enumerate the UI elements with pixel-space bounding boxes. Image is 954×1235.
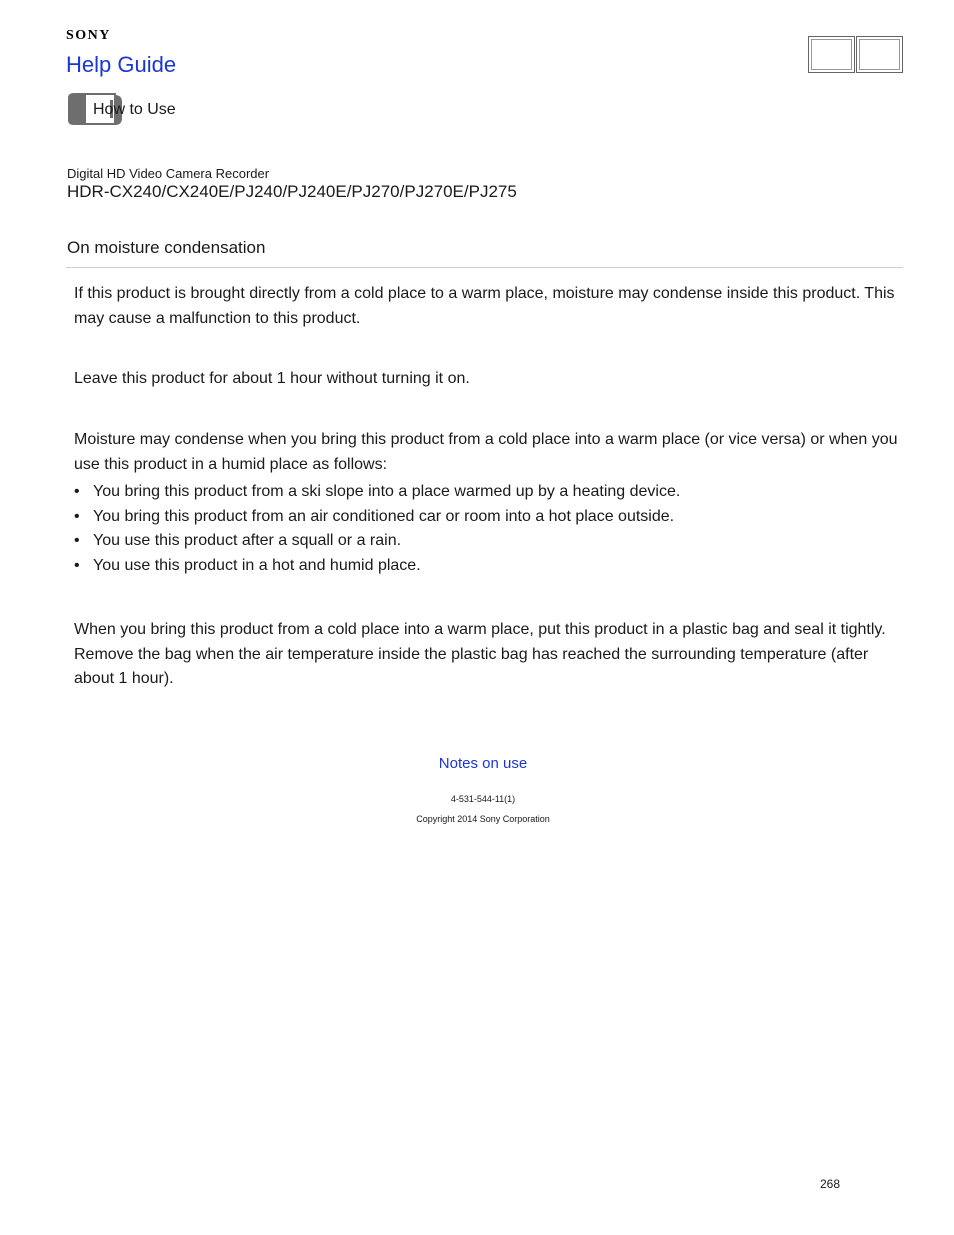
paragraph-intro: If this product is brought directly from a cold place to a warm place, moisture may condense inside this product. This may cause a malfunction to this product. xyxy=(74,285,895,327)
page-number: 268 xyxy=(820,1177,841,1191)
paragraph-prevention: When you bring this product from a cold place into a warm place, put this product in a plastic bag and seal it tightly. Remove the bag when the air temperature inside the plastic bag has reached the surrounding temperature (after about 1 hour). xyxy=(74,621,886,687)
notes-on-use-link[interactable]: Notes on use xyxy=(438,755,528,772)
next-page-button[interactable] xyxy=(856,36,903,73)
how-to-use-section xyxy=(66,92,206,126)
copyright: Copyright 2014 Sony Corporation xyxy=(416,814,550,824)
sony-logo: SONY xyxy=(66,28,111,43)
page-nav-buttons xyxy=(808,36,903,73)
title-divider xyxy=(66,267,903,268)
list-item: • You bring this product from a ski slope into a place warmed up by a heating device. xyxy=(74,480,680,505)
product-type: Digital HD Video Camera Recorder xyxy=(67,166,270,181)
condition-list xyxy=(74,480,680,578)
paragraph-conditions: Moisture may condense when you bring this product from a cold place into a warm place (or vice versa) or when you use this product in a humid place as follows: xyxy=(74,431,898,473)
list-item: • You use this product after a squall or a rain. xyxy=(74,529,680,554)
list-item: • You use this product in a hot and humid place. xyxy=(74,554,680,579)
previous-page-button[interactable] xyxy=(808,36,855,73)
list-item: • You bring this product from an air conditioned car or room into a hot place outside. xyxy=(74,505,680,530)
help-guide-link[interactable]: Help Guide xyxy=(66,52,177,77)
page-title: On moisture condensation xyxy=(67,238,266,257)
paragraph-remedy: Leave this product for about 1 hour without turning it on. xyxy=(74,370,470,387)
document-number: 4-531-544-11(1) xyxy=(450,794,516,804)
model-number: HDR-CX240/CX240E/PJ240/PJ240E/PJ270/PJ270E/PJ275 xyxy=(67,182,517,201)
section-label: How to Use xyxy=(93,101,176,118)
